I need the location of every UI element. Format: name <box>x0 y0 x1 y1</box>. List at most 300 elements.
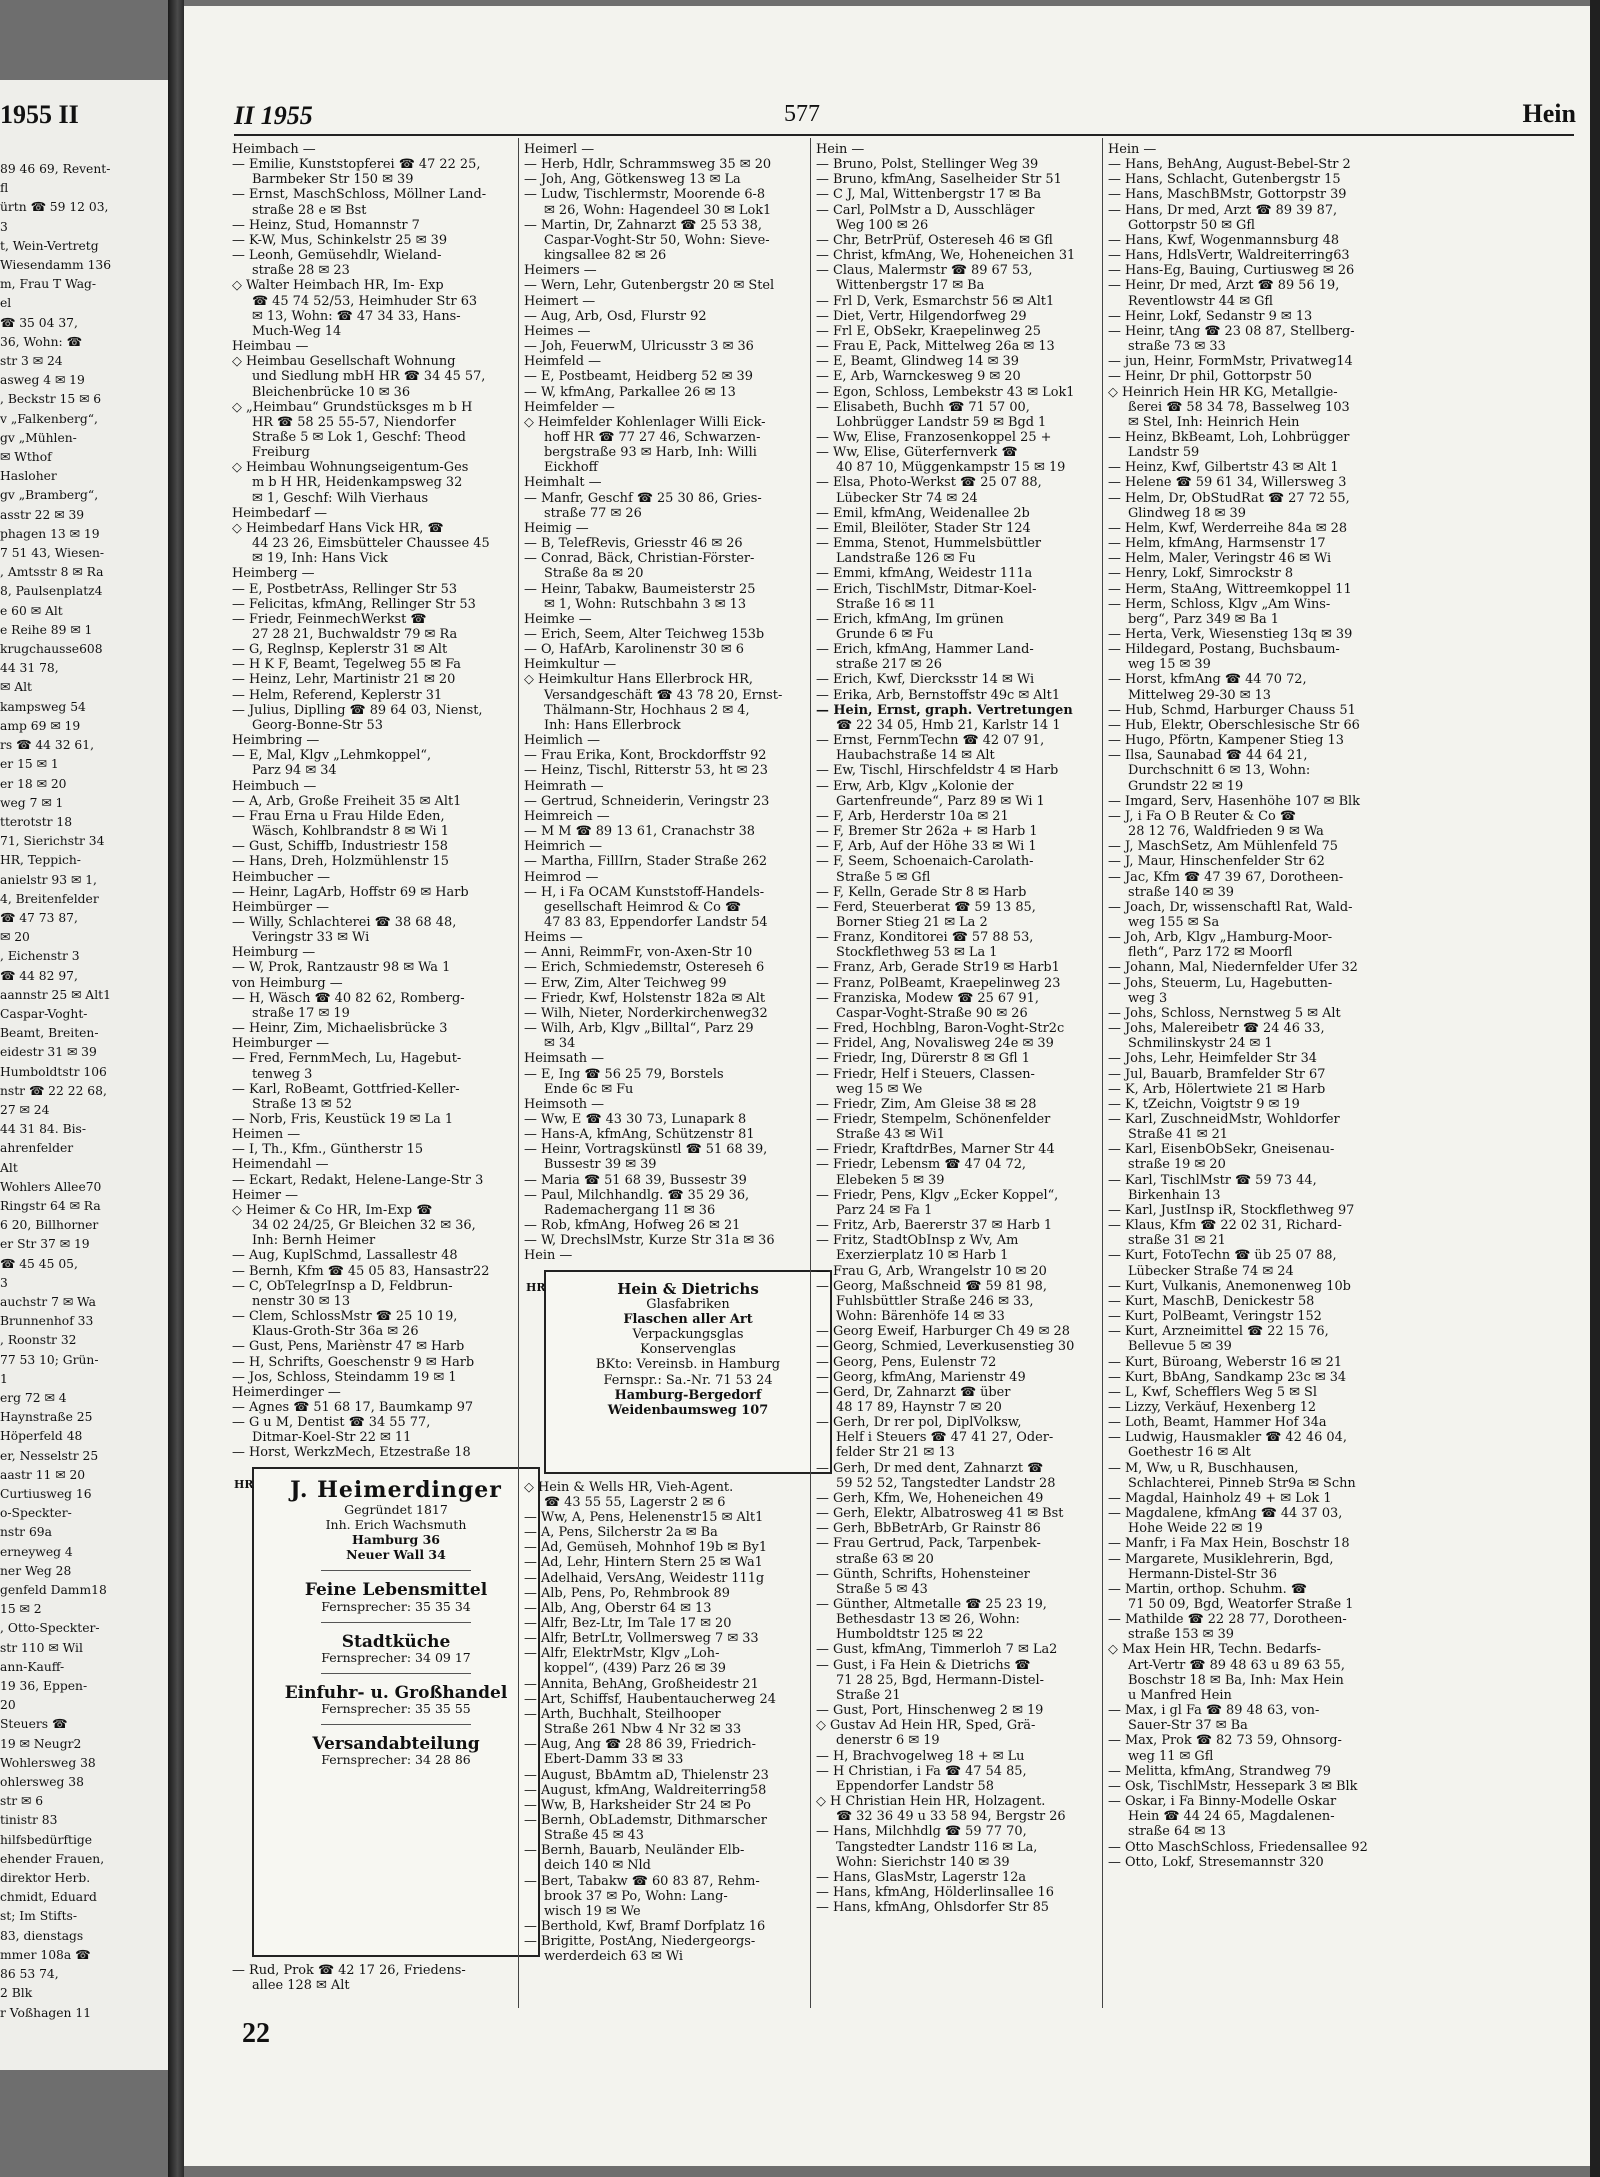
directory-entry-line: Straße 45 ✉ 43 <box>544 1828 644 1844</box>
directory-entry-line: — Alfr, Bez-Ltr, Im Tale 17 ✉ 20 <box>524 1615 732 1631</box>
directory-entry-line: Freiburg <box>252 445 310 461</box>
facing-page-line: ner Weg 28 <box>0 1563 72 1578</box>
directory-entry-line: Straße 8a ✉ 20 <box>544 566 644 582</box>
facing-page-line: auchstr 7 ✉ Wa <box>0 1294 96 1309</box>
directory-entry-line: — Bruno, kfmAng, Saselheider Str 51 <box>816 172 1062 188</box>
directory-entry-line: Glindweg 18 ✉ 39 <box>1128 505 1246 521</box>
directory-entry-line: — Günther, Altmetalle ☎ 25 23 19, <box>816 1597 1047 1612</box>
directory-entry-line: — Hans, MaschBMstr, Gottorpstr 39 <box>1108 187 1347 203</box>
directory-entry-line: — Martin, Dr, Zahnarzt ☎ 25 53 38, <box>524 217 762 233</box>
directory-entry-line: felder Str 21 ✉ 13 <box>836 1445 955 1461</box>
directory-entry-line: — Kurt, BbAng, Sandkamp 23c ✉ 34 <box>1108 1369 1347 1385</box>
directory-entry-line: — Friedr, Kwf, Holstenstr 182a ✉ Alt <box>524 990 766 1006</box>
directory-entry-line: Goethestr 16 ✉ Alt <box>1128 1445 1251 1461</box>
directory-entry-line: — Friedr, FeinmechWerkst ☎ <box>232 611 427 627</box>
facing-page-line: Steuers ☎ <box>0 1717 68 1732</box>
directory-entry-line: — Franz, Arb, Gerade Str19 ✉ Harb1 <box>816 960 1060 976</box>
directory-entry-line: — Kurt, Arzneimittel ☎ 22 15 76, <box>1108 1324 1329 1340</box>
directory-entry-line: — Osk, TischlMstr, Hessepark 3 ✉ Blk <box>1108 1778 1358 1794</box>
directory-entry-line: 44 23 26, Eimsbütteler Chaussee 45 <box>252 536 490 552</box>
directory-entry-line: — Joach, Dr, wissenschaftl Rat, Wald- <box>1108 899 1353 915</box>
directory-entry-line: 71 28 25, Bgd, Hermann-Distel- <box>836 1672 1045 1688</box>
directory-entry-line: — Hans, Schlacht, Gutenbergstr 15 <box>1108 172 1341 188</box>
facing-page-line: Haynstraße 25 <box>0 1410 93 1425</box>
directory-entry-line: — O, HafArb, Karolinenstr 30 ✉ 6 <box>524 642 744 658</box>
directory-entry-line: — Heinr, Vortragskünstl ☎ 51 68 39, <box>524 1142 768 1158</box>
facing-page-header: 1955 II <box>0 100 79 129</box>
directory-entry-line: — Ludwig, Hausmakler ☎ 42 46 04, <box>1108 1430 1347 1446</box>
directory-entry-line: — Norb, Fris, Keustück 19 ✉ La 1 <box>232 1112 454 1127</box>
directory-entry-line: Boschstr 18 ✉ Ba, Inh: Max Hein <box>1128 1672 1344 1688</box>
directory-entry-line: — Hans, Dreh, Holzmühlenstr 15 <box>232 854 449 870</box>
directory-entry-line: Stockflethweg 53 ✉ La 1 <box>836 945 998 961</box>
directory-entry-line: weg 155 ✉ Sa <box>1128 914 1220 930</box>
directory-entry-line: Versandgeschäft ☎ 43 78 20, Ernst- <box>544 687 783 703</box>
facing-page-line: str 3 ✉ 24 <box>0 354 63 369</box>
directory-entry-line: u Manfred Hein <box>1128 1687 1232 1703</box>
directory-entry-line: — Carl, PolMstr a D, Ausschläger <box>816 202 1035 218</box>
directory-entry-line: 47 83 83, Eppendorfer Landstr 54 <box>544 914 768 930</box>
directory-entry-line: — Ww, B, Harksheider Str 24 ✉ Po <box>524 1797 751 1813</box>
directory-entry-line: straße 77 ✉ 26 <box>544 505 642 521</box>
directory-entry-line: Heimbucher — <box>232 869 331 885</box>
directory-entry-line: Wäsch, Kohlbrandstr 8 ✉ Wi 1 <box>252 824 449 840</box>
directory-entry-line: — Gerh, Kfm, We, Hoheneichen 49 <box>816 1490 1044 1506</box>
directory-entry-line: — Erich, TischlMstr, Ditmar-Koel- <box>816 581 1037 597</box>
facing-page-line: 89 46 69, Revent- <box>0 162 111 176</box>
directory-entry-line: — Helene ☎ 59 61 34, Willersweg 3 <box>1108 475 1347 491</box>
directory-entry-line: — Christ, kfmAng, We, Hoheneichen 31 <box>816 248 1076 264</box>
directory-page <box>184 6 1590 2166</box>
facing-page-line: erneyweg 4 <box>0 1544 73 1559</box>
directory-entry-line: — Eckart, Redakt, Helene-Lange-Str 3 <box>232 1172 484 1188</box>
directory-entry-line: — Erw, Zim, Alter Teichweg 99 <box>524 975 727 991</box>
directory-entry-line: Klaus-Groth-Str 36a ✉ 26 <box>252 1324 419 1340</box>
directory-entry-line: Inh: Hans Ellerbrock <box>544 717 681 733</box>
facing-page-line: amp 69 ✉ 19 <box>0 718 81 733</box>
directory-entry-line: — Frau E, Pack, Mittelweg 26a ✉ 13 <box>816 339 1055 355</box>
directory-entry-line: — Emmi, kfmAng, Weidestr 111a <box>816 566 1033 582</box>
facing-page-line: ☎ 45 45 05, <box>0 1256 78 1271</box>
directory-entry-line: Heimbürger — <box>232 899 329 915</box>
directory-entry-line: — Otto, Lokf, Stresemannstr 320 <box>1108 1854 1324 1870</box>
directory-entry-line: — Gerd, Dr, Zahnarzt ☎ über <box>816 1384 1011 1400</box>
directory-entry-line: — Friedr, Stempelm, Schönenfelder <box>816 1112 1051 1127</box>
directory-entry-line: — Heinz, Lehr, Martinistr 21 ✉ 20 <box>232 672 456 688</box>
directory-entry-line: — C, ObTelegrInsp a D, Feldbrun- <box>232 1278 453 1294</box>
facing-page-line: tterotstr 18 <box>0 814 73 829</box>
directory-entry-line: ☎ 45 74 52/53, Heimhuder Str 63 <box>252 293 478 309</box>
directory-entry-line: — Karl, TischlMstr ☎ 59 73 44, <box>1108 1172 1317 1188</box>
directory-entry-line: Lübecker Str 74 ✉ 24 <box>836 490 978 506</box>
advertisement-line: Verpackungsglas <box>632 1327 744 1343</box>
directory-entry-line: — Heinr, Dr med, Arzt ☎ 89 56 19, <box>1108 278 1340 294</box>
column-1 <box>232 142 540 1997</box>
directory-entry-line: — Emil, Bleilöter, Stader Str 124 <box>816 520 1031 536</box>
directory-entry-line: — Frau Erika, Kont, Brockdorffstr 92 <box>524 748 767 764</box>
directory-entry-line: Heimburger — <box>232 1036 329 1052</box>
directory-entry-line: — K, Arb, Hölertwiete 21 ✉ Harb <box>1108 1081 1326 1097</box>
directory-entry-line: Hohe Weide 22 ✉ 19 <box>1128 1521 1263 1537</box>
directory-entry-line: Hein — <box>524 1248 573 1264</box>
page-edge-shadow <box>1590 0 1600 2177</box>
facing-page-line: gv „Bramberg“, <box>0 488 99 503</box>
directory-entry-line: — Magdal, Hainholz 49 + ✉ Lok 1 <box>1108 1490 1332 1506</box>
directory-entry-line: — W, kfmAng, Parkallee 26 ✉ 13 <box>524 384 736 400</box>
directory-entry-line: — Wilh, Arb, Klgv „Billtal“, Parz 29 <box>524 1021 754 1037</box>
directory-entry-line: — Manfr, i Fa Max Hein, Boschstr 18 <box>1108 1536 1350 1552</box>
directory-entry-line: — L, Kwf, Schefflers Weg 5 ✉ Sl <box>1108 1384 1318 1400</box>
directory-entry-line: — Imgard, Serv, Hasenhöhe 107 ✉ Blk <box>1108 793 1360 809</box>
directory-entry-line: — Erich, kfmAng, Im grünen <box>816 611 1004 627</box>
directory-entry-line: ✉ 34 <box>544 1036 576 1052</box>
directory-entry-line: — Jos, Schloss, Steindamm 19 ✉ 1 <box>232 1369 457 1385</box>
advertisement-line: Konservenglas <box>640 1342 736 1358</box>
facing-page-line: 19 36, Eppen- <box>0 1679 88 1694</box>
directory-entry-line: — Franz, PolBeamt, Kraepelinweg 23 <box>816 975 1061 991</box>
facing-page-line: eidestr 31 ✉ 39 <box>0 1045 97 1060</box>
facing-page-line: v „Falkenberg“, <box>0 411 98 426</box>
directory-entry-line: — Fred, Hochblng, Baron-Voght-Str2c <box>816 1021 1065 1037</box>
directory-entry-line: — Agnes ☎ 51 68 17, Baumkamp 97 <box>232 1399 474 1415</box>
directory-entry-line: — M M ☎ 89 13 61, Cranachstr 38 <box>524 824 756 840</box>
directory-entry-line: — H, i Fa OCAM Kunststoff-Handels- <box>524 884 765 900</box>
directory-entry-line: Haubachstraße 14 ✉ Alt <box>836 748 995 764</box>
directory-entry-line: — Brigitte, PostAng, Niedergeorgs- <box>524 1934 756 1950</box>
directory-entry-line: — Ad, Gemüseh, Mohnhof 19b ✉ By1 <box>524 1540 768 1556</box>
directory-entry-line: — Jac, Kfm ☎ 47 39 67, Dorotheen- <box>1108 869 1344 885</box>
directory-entry-line: — Friedr, Lebensm ☎ 47 04 72, <box>816 1157 1027 1173</box>
advertisement-line: BKto: Vereinsb. in Hamburg <box>595 1357 781 1373</box>
directory-entry-line: Straße 5 ✉ Lok 1, Geschf: Theod <box>252 429 466 445</box>
facing-page-line: Höperfeld 48 <box>0 1429 83 1444</box>
directory-entry-line: — Loth, Beamt, Hammer Hof 34a <box>1108 1415 1327 1431</box>
directory-entry-line: Heimen — <box>232 1127 301 1143</box>
directory-entry-line: straße 17 ✉ 19 <box>252 1005 350 1021</box>
directory-entry-line: — Hans, HdlsVertr, Waldreiterring63 <box>1108 248 1350 264</box>
directory-entry-line: — Ludw, Tischlermstr, Moorende 6-8 <box>524 187 766 203</box>
directory-entry-line: Heimendahl — <box>232 1157 329 1173</box>
directory-entry-line: — Hans, Dr med, Arzt ☎ 89 39 87, <box>1108 202 1338 218</box>
directory-entry-line: Heimkultur — <box>524 657 617 673</box>
directory-entry-line: 59 52 52, Tangstedter Landstr 28 <box>836 1475 1056 1491</box>
directory-entry-line: — Fridel, Ang, Novalisweg 24e ✉ 39 <box>816 1036 1054 1052</box>
facing-page-line: Beamt, Breiten- <box>0 1026 99 1041</box>
directory-entry-line: — Mathilde ☎ 22 28 77, Dorotheen- <box>1108 1612 1347 1628</box>
directory-entry-line: Heimert — <box>524 293 596 309</box>
directory-entry-line: — Rob, kfmAng, Hofweg 26 ✉ 21 <box>524 1218 741 1234</box>
advertisement-line: Inh. Erich Wachsmuth <box>325 1516 467 1532</box>
directory-entry-line: — Frau Erna u Frau Hilde Eden, <box>232 808 445 824</box>
directory-entry-line: — Hans, kfmAng, Ohlsdorfer Str 85 <box>816 1900 1050 1916</box>
directory-entry-line: ßerei ☎ 58 34 78, Basselweg 103 <box>1128 399 1350 415</box>
directory-entry-line: Straße 21 <box>836 1687 901 1703</box>
facing-page-line: nstr ☎ 22 22 68, <box>0 1083 107 1098</box>
directory-entry-line: — Willy, Schlachterei ☎ 38 68 48, <box>232 914 457 930</box>
facing-page-line: kampsweg 54 <box>0 699 86 714</box>
directory-entry-line: straße 28 ✉ 23 <box>252 263 350 279</box>
advertisement-heimerdinger <box>252 1467 540 1957</box>
directory-entry-line: Straße 5 ✉ 43 <box>836 1581 928 1597</box>
directory-entry-line: weg 11 ✉ Gfl <box>1128 1748 1214 1764</box>
directory-entry-line: Heimberg — <box>232 566 315 582</box>
directory-entry-line: — Adelhaid, VersAng, Weidestr 111g <box>524 1570 765 1586</box>
directory-entry-line: — jun, Heinr, FormMstr, Privatweg14 <box>1108 354 1353 370</box>
directory-entry-line: — Melitta, kfmAng, Strandweg 79 <box>1108 1763 1331 1779</box>
facing-page-line: fl <box>0 181 9 196</box>
directory-entry-line: ☎ 43 55 55, Lagerstr 2 ✉ 6 <box>544 1494 726 1510</box>
directory-entry-line: — Heinz, Tischl, Ritterstr 53, ht ✉ 23 <box>524 763 768 779</box>
directory-entry-line: — Hans, BehAng, August-Bebel-Str 2 <box>1108 157 1351 173</box>
directory-entry-line: — G u M, Dentist ☎ 34 55 77, <box>232 1415 431 1431</box>
directory-entry-line: 40 87 10, Müggenkampstr 15 ✉ 19 <box>836 460 1066 476</box>
directory-entry-line: straße 73 ✉ 33 <box>1128 339 1226 355</box>
directory-entry-line: hoff HR ☎ 77 27 46, Schwarzen- <box>544 429 761 445</box>
directory-entry-line: Heimbedarf — <box>232 505 327 521</box>
directory-entry-line: — Berthold, Kwf, Bramf Dorfplatz 16 <box>524 1919 766 1935</box>
directory-entry-line: — Friedr, Zim, Am Gleise 38 ✉ 28 <box>816 1096 1037 1112</box>
directory-entry-line: nenstr 30 ✉ 13 <box>252 1293 351 1309</box>
directory-entry-line: Fuhlsbüttler Straße 246 ✉ 33, <box>836 1293 1034 1309</box>
directory-entry-line: ◇ „Heimbau“ Grundstücksges m b H <box>232 399 473 415</box>
directory-entry-line: Mittelweg 29-30 ✉ 13 <box>1128 687 1272 703</box>
facing-page-line: hilfsbedürftige <box>0 1832 93 1847</box>
facing-page-line: ahrenfelder <box>0 1141 74 1156</box>
directory-entry-line: Sauer-Str 37 ✉ Ba <box>1128 1718 1248 1734</box>
directory-entry-line: Straße 16 ✉ 11 <box>836 596 936 612</box>
directory-entry-line: Hermann-Distel-Str 36 <box>1128 1566 1277 1582</box>
facing-page-line: Wiesendamm 136 <box>0 258 112 273</box>
directory-entry-line: — Ww, E ☎ 43 30 73, Lunapark 8 <box>524 1112 747 1127</box>
directory-entry-line: ◇ Heinrich Hein HR KG, Metallgie- <box>1108 384 1338 400</box>
directory-entry-line: Ende 6c ✉ Fu <box>544 1081 634 1097</box>
directory-entry-line: — Johs, Schloss, Nernstweg 5 ✉ Alt <box>1108 1005 1341 1021</box>
directory-entry-line: straße 64 ✉ 13 <box>1128 1824 1226 1840</box>
directory-entry-line: Heimers — <box>524 263 597 279</box>
directory-entry-line: — Manfr, Geschf ☎ 25 30 86, Gries- <box>524 490 762 506</box>
page-number: 577 <box>784 101 820 127</box>
directory-entry-line: Heimreich — <box>524 808 610 824</box>
facing-page-line: asweg 4 ✉ 19 <box>0 373 85 388</box>
directory-entry-line: — Georg, Schmied, Leverkusenstieg 30 <box>816 1339 1075 1355</box>
advertisement-line: Glasfabriken <box>646 1296 730 1312</box>
directory-entry-line: — Bernh, Kfm ☎ 45 05 83, Hansastr22 <box>232 1263 490 1279</box>
directory-entry-line: ◇ Heimbedarf Hans Vick HR, ☎ <box>232 520 444 536</box>
directory-entry-line: Reventlowstr 44 ✉ Gfl <box>1128 293 1273 309</box>
directory-entry-line: Heimerdinger — <box>232 1384 341 1400</box>
directory-entry-line: 71 50 09, Bgd, Weatorfer Straße 1 <box>1128 1597 1354 1612</box>
directory-entry-line: Wittenbergstr 17 ✉ Ba <box>836 278 985 294</box>
directory-entry-line: Bleichenbrücke 10 ✉ 36 <box>252 384 411 400</box>
directory-entry-line: weg 15 ✉ We <box>836 1081 923 1097</box>
facing-page-line: er Str 37 ✉ 19 <box>0 1237 90 1252</box>
advertisement-line: Fernsprecher: 35 35 55 <box>321 1701 471 1717</box>
directory-entry-line: ✉ 26, Wohn: Hagendeel 30 ✉ Lok1 <box>544 202 772 218</box>
directory-entry-line: — Chr, BetrPrüf, Ostereseh 46 ✉ Gfl <box>816 232 1053 248</box>
directory-entry-line: — Heinz, Kwf, Gilbertstr 43 ✉ Alt 1 <box>1108 460 1339 476</box>
directory-entry-line: — Franz, Konditorei ☎ 57 88 53, <box>816 930 1034 946</box>
directory-entry-line: — Anni, ReimmFr, von-Axen-Str 10 <box>524 945 753 961</box>
directory-entry-line: Grundstr 22 ✉ 19 <box>1128 778 1244 794</box>
directory-entry-line: — Erika, Arb, Bernstoffstr 49c ✉ Alt1 <box>816 687 1061 703</box>
directory-entry-line: — Heinz, BkBeamt, Loh, Lohbrügger <box>1108 429 1350 445</box>
directory-entry-line: Barmbeker Str 150 ✉ 39 <box>252 172 414 188</box>
directory-entry-line: kingsallee 82 ✉ 26 <box>544 248 667 264</box>
directory-entry-line: — J, Maur, Hinschenfelder Str 62 <box>1108 854 1325 870</box>
facing-page-line: tinistr 83 <box>0 1813 58 1828</box>
advertisement-block <box>232 1467 540 1957</box>
facing-page-line: t, Wein-Vertretg <box>0 238 99 253</box>
facing-page-line: ☎ 35 04 37, <box>0 315 78 330</box>
directory-entry-line: Heimbring — <box>232 733 320 749</box>
directory-entry-line: koppel“, (439) Parz 26 ✉ 39 <box>544 1661 727 1677</box>
directory-entry-line: — E, Ing ☎ 56 25 79, Borstels <box>524 1066 724 1082</box>
directory-entry-line: Heimlich — <box>524 733 600 749</box>
directory-entry-line: weg 15 ✉ 39 <box>1128 657 1211 673</box>
directory-entry-line: — Elsa, Photo-Werkst ☎ 25 07 88, <box>816 475 1042 491</box>
directory-entry-line: — Erich, kfmAng, Hammer Land- <box>816 642 1034 658</box>
facing-page-line: Caspar-Voght- <box>0 1006 88 1021</box>
directory-entry-line: — Hans, Milchhdlg ☎ 59 77 70, <box>816 1824 1027 1840</box>
directory-entry-line: — E, Arb, Warnckesweg 9 ✉ 20 <box>816 369 1021 385</box>
advertisement-line: Flaschen aller Art <box>623 1311 753 1327</box>
directory-entry-line: — Bernh, ObLademstr, Dithmarscher <box>524 1813 767 1828</box>
facing-page-line: erg 72 ✉ 4 <box>0 1391 67 1405</box>
facing-page-line: e 60 ✉ Alt <box>0 603 63 618</box>
advertisement-line: Neuer Wall 34 <box>346 1547 446 1563</box>
facing-page-line: Alt <box>0 1160 18 1175</box>
directory-entry-line: — Heinz, Stud, Homannstr 7 <box>232 217 420 233</box>
directory-entry-line: Ebert-Damm 33 ✉ 33 <box>544 1752 684 1768</box>
directory-entry-line: — Arth, Buchhalt, Steilhooper <box>524 1706 721 1722</box>
directory-entry-line: — Johs, Steuerm, Lu, Hagebutten- <box>1108 975 1333 991</box>
directory-entry-line: allee 128 ✉ Alt <box>252 1977 350 1993</box>
directory-entry-line: — Helm, Referend, Keplerstr 31 <box>232 687 443 703</box>
advertisement-divider <box>321 1724 471 1725</box>
directory-entry-line: — Felicitas, kfmAng, Rellinger Str 53 <box>232 596 476 612</box>
facing-page-line: ☎ 47 73 87, <box>0 910 78 925</box>
directory-entry-line: — Fritz, Arb, Baererstr 37 ✉ Harb 1 <box>816 1218 1053 1234</box>
directory-entry-line: — Joh, Ang, Götkensweg 13 ✉ La <box>524 172 741 188</box>
facing-page-line: o-Speckter- <box>0 1506 72 1521</box>
directory-entry-line: — Herb, Hdlr, Schrammsweg 35 ✉ 20 <box>524 157 772 173</box>
directory-entry-line: — Georg Eweif, Harburger Ch 49 ✉ 28 <box>816 1324 1070 1340</box>
facing-page-line: 15 ✉ 2 <box>0 1602 42 1617</box>
directory-entry-line: Hein — <box>1108 142 1157 157</box>
facing-page-line: 3 <box>0 1275 8 1290</box>
directory-entry-line: — Art, Schiffsf, Haubentaucherweg 24 <box>524 1691 776 1707</box>
directory-entry-line: — A, Pens, Silcherstr 2a ✉ Ba <box>524 1525 718 1541</box>
directory-entry-line: ◇ Gustav Ad Hein HR, Sped, Grä- <box>816 1718 1036 1734</box>
directory-entry-line: Wohn: Sierichstr 140 ✉ 39 <box>836 1854 1010 1870</box>
directory-entry-line: — F, Kelln, Gerade Str 8 ✉ Harb <box>816 884 1027 900</box>
directory-entry-line: Bellevue 5 ✉ 39 <box>1128 1339 1232 1355</box>
directory-entry-line: — Margarete, Musiklehrerin, Bgd, <box>1108 1551 1334 1567</box>
directory-entry-line: — Erich, Kwf, Diercksstr 14 ✉ Wi <box>816 672 1035 688</box>
facing-page-text <box>0 160 165 2023</box>
directory-entry-line: — Frl D, Verk, Esmarchstr 56 ✉ Alt1 <box>816 293 1055 309</box>
directory-entry-line: — Magdalene, kfmAng ☎ 44 37 03, <box>1108 1506 1343 1522</box>
directory-entry-line: — J, i Fa O B Reuter & Co ☎ <box>1108 808 1296 824</box>
directory-entry-line: Straße 261 Nbw 4 Nr 32 ✉ 33 <box>544 1722 742 1738</box>
directory-entry-line: Borner Stieg 21 ✉ La 2 <box>836 914 988 930</box>
directory-entry-line: — Friedr, Ing, Dürerstr 8 ✉ Gfl 1 <box>816 1051 1030 1067</box>
directory-entry-line: — Joh, Arb, Klgv „Hamburg-Moor- <box>1108 930 1333 946</box>
directory-entry-line: bergstraße 93 ✉ Harb, Inh: Willi <box>544 445 757 461</box>
advertisement-line: Gegründet 1817 <box>344 1501 448 1517</box>
directory-entry-line: — Herm, StaAng, Wittreemkoppel 11 <box>1108 581 1352 597</box>
directory-entry-line: — Egon, Schloss, Lembekstr 43 ✉ Lok1 <box>816 384 1075 400</box>
directory-entry-line: Heimes — <box>524 323 591 339</box>
directory-entry-line: Schlachterei, Pinneb Str9a ✉ Schn <box>1128 1475 1356 1491</box>
directory-entry-line: — Kurt, PolBeamt, Veringstr 152 <box>1108 1309 1322 1325</box>
facing-page-line: ürtn ☎ 59 12 03, <box>0 200 109 215</box>
directory-entry-line: — Hub, Schmd, Harburger Chauss 51 <box>1108 702 1356 718</box>
directory-entry-line: — Fred, FernmMech, Lu, Hagebut- <box>232 1051 462 1067</box>
directory-entry-line: — Alb, Ang, Oberstr 64 ✉ 13 <box>524 1600 712 1616</box>
directory-entry-line: ◇ Walter Heimbach HR, Im- Exp <box>232 278 444 294</box>
directory-entry-line: — Ernst, FernmTechn ☎ 42 07 91, <box>816 733 1045 749</box>
directory-entry-line: — Joh, FeuerwM, Ulricusstr 3 ✉ 36 <box>524 339 754 355</box>
directory-entry-line: — Friedr, Pens, Klgv „Ecker Koppel“, <box>816 1187 1059 1203</box>
directory-entry-line: — Emil, kfmAng, Weidenallee 2b <box>816 505 1030 521</box>
directory-entry-line: — F, Arb, Herderstr 10a ✉ 21 <box>816 808 1009 824</box>
directory-entry-line: ◇ Hein & Wells HR, Vieh-Agent. <box>524 1479 734 1495</box>
column-divider <box>1102 138 1103 2008</box>
directory-entry-line: — Claus, Malermstr ☎ 89 67 53, <box>816 263 1033 279</box>
directory-entry-line: Straße 13 ✉ 52 <box>252 1096 352 1112</box>
directory-entry-line: — Herta, Verk, Wiesenstieg 13q ✉ 39 <box>1108 627 1353 642</box>
directory-entry-line: straße 217 ✉ 26 <box>836 657 942 673</box>
directory-entry-line: — Hans, GlasMstr, Lagerstr 12a <box>816 1869 1027 1885</box>
directory-entry-line: — Max, Prok ☎ 82 73 59, Ohnsorg- <box>1108 1733 1342 1749</box>
directory-entry-line: fleth“, Parz 172 ✉ Moorfl <box>1128 945 1293 961</box>
directory-entry-line: Much-Weg 14 <box>252 323 342 339</box>
column-divider <box>518 138 519 2008</box>
directory-entry-line: — Johs, Lehr, Heimfelder Str 34 <box>1108 1051 1318 1067</box>
directory-entry-line: Art-Vertr ☎ 89 48 63 u 89 63 55, <box>1128 1657 1345 1673</box>
advertisement-line: Fernsprecher: 34 28 86 <box>321 1752 471 1768</box>
directory-entry-line: Ditmar-Koel-Str 22 ✉ 11 <box>252 1430 412 1446</box>
directory-entry-line: — Lizzy, Verkäuf, Hexenberg 12 <box>1108 1399 1317 1415</box>
advertisement-line: Hamburg 36 <box>351 1532 441 1548</box>
directory-entry-line: Thälmann-Str, Hochhaus 2 ✉ 4, <box>544 702 750 718</box>
directory-entry-line: ◇ Heimbau Gesellschaft Wohnung <box>232 354 456 370</box>
directory-entry-line: — Franziska, Modew ☎ 25 67 91, <box>816 990 1039 1006</box>
directory-entry-line: — Frl E, ObSekr, Kraepelinweg 25 <box>816 323 1041 339</box>
directory-entry-line: — A, Arb, Große Freiheit 35 ✉ Alt1 <box>232 793 462 809</box>
facing-page-line: , Otto-Speckter- <box>0 1621 100 1636</box>
facing-page-line: ✉ Wthof <box>0 450 52 465</box>
facing-page-line: st; Im Stifts- <box>0 1909 77 1924</box>
facing-page-line: aastr 11 ✉ 20 <box>0 1467 86 1482</box>
column-2 <box>524 142 832 1997</box>
directory-entry-line: — Oskar, i Fa Binny-Modelle Oskar <box>1108 1794 1337 1810</box>
directory-entry-line: Birkenhain 13 <box>1128 1187 1221 1203</box>
facing-page-line: ann-Kauff- <box>0 1659 65 1674</box>
directory-entry-line: — B, TelefRevis, Griesstr 46 ✉ 26 <box>524 536 743 552</box>
directory-entry-line: Helf i Steuers ☎ 47 41 27, Oder- <box>836 1430 1054 1446</box>
advertisement-line: Versandabteilung <box>312 1734 480 1755</box>
directory-entry-line: ☎ 32 36 49 u 33 58 94, Bergstr 26 <box>836 1809 1066 1825</box>
directory-entry-line: Heimer — <box>232 1187 298 1203</box>
directory-entry-line: Eppendorfer Landstr 58 <box>836 1778 994 1794</box>
directory-entry-line: — Aug, Ang ☎ 28 86 39, Friedrich- <box>524 1737 757 1753</box>
facing-page-line: 4, Breitenfelder <box>0 891 99 906</box>
directory-entry-line: — Jul, Bauarb, Bramfelder Str 67 <box>1108 1066 1326 1082</box>
directory-entry-line: ◇ H Christian Hein HR, Holzagent. <box>816 1794 1046 1810</box>
directory-entry-line: — Karl, JustInsp iR, Stockflethweg 97 <box>1108 1202 1355 1218</box>
